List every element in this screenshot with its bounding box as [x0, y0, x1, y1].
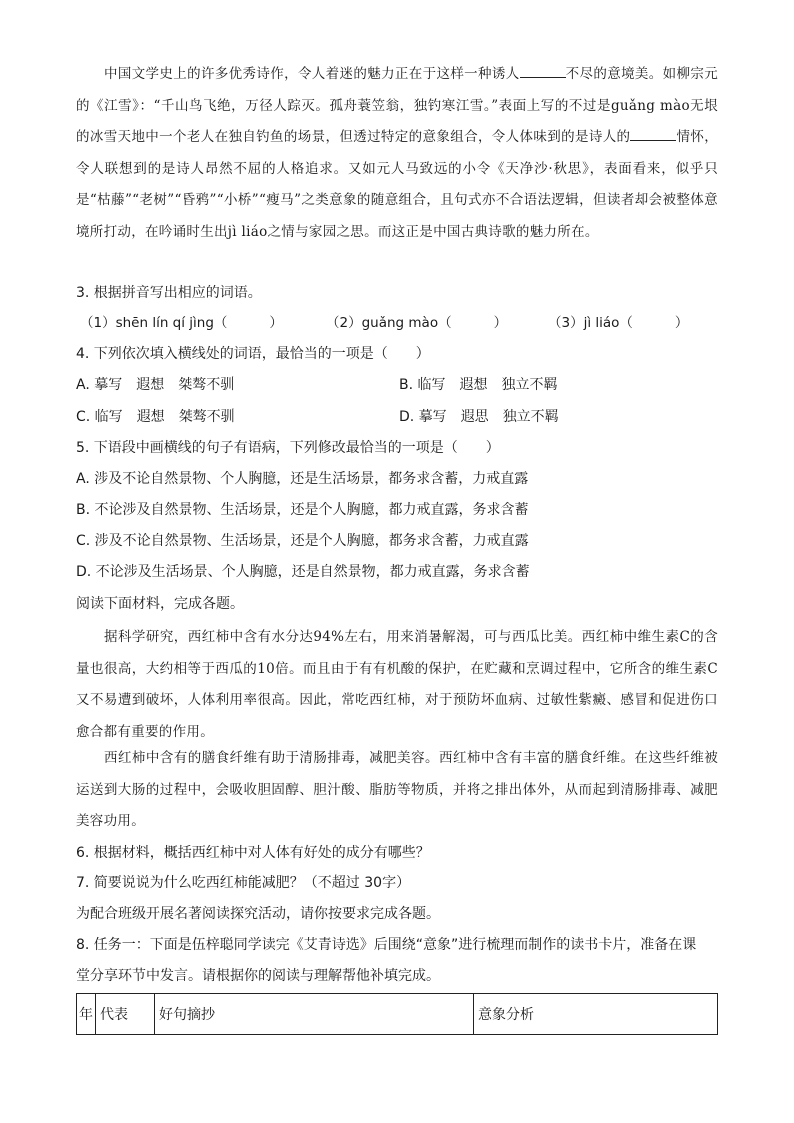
table-header-row: [77, 994, 718, 1035]
option-5d[interactable]: D. 不论涉及生活场景、个人胸臆，还是自然景物，都力戒直露，务求含蓄: [76, 564, 530, 580]
reading-card-table: [76, 993, 718, 1035]
table-header-imagery-analysis: 意象分析: [474, 994, 718, 1035]
option-4a[interactable]: A. 摹写 遐想 桀骜不驯: [76, 377, 235, 393]
question-6: 6. 根据材料，概括西红柿中对人体有好处的成分有哪些？: [76, 845, 430, 861]
question-3: 3. 根据拼音写出相应的词语。: [76, 285, 262, 301]
option-5c[interactable]: C. 涉及不论自然景物、生活场景，还是个人胸臆，都务求含蓄，力戒直露: [76, 533, 529, 549]
passage-text-2: 不尽的意境美。如柳宗元的《江雪》：“千山鸟飞绝，万径人踪灭。孤舟蓑笠翁，独钓寒江雪。”表面上写的不过是guǎng mào无垠的冰雪天地中一个老人在独自钓鱼的场景，但透过特定的意象组合，令人体味到的是诗人的: [76, 66, 718, 145]
blank-1: [520, 63, 566, 78]
activity-intro: 为配合班级开展名著阅读探究活动，请你按要求完成各题。: [76, 906, 440, 922]
question-8-line-1: 8. 任务一：下面是伍梓聪同学读完《艾青诗选》后围绕“意象”进行梳理而制作的读书卡片，准备在课: [76, 937, 697, 953]
table-header-representative: 代表: [96, 994, 155, 1035]
question-8-line-2: 堂分享环节中发言。请根据你的阅读与理解帮他补填完成。: [76, 968, 440, 984]
option-4c[interactable]: C. 临写 遐想 桀骜不驯: [76, 409, 235, 425]
reading-intro: 阅读下面材料，完成各题。: [76, 596, 244, 612]
question-7: 7. 简要说说为什么吃西红柿能减肥？（不超过 30字）: [76, 875, 411, 891]
passage-text-1: 中国文学史上的许多优秀诗作，令人着迷的魅力正在于这样一种诱人: [104, 66, 520, 82]
question-4: 4. 下列依次填入横线处的词语，最恰当的一项是（ ）: [76, 346, 430, 362]
tomato-passage-1: 据科学研究，西红柿中含有水分达94%左右，用来消暑解渴，可与西瓜比美。西红柿中维生素C的含量也很高，大约相等于西瓜的10倍。而且由于有有机酸的保护，在贮藏和烹调过程中，它所含的维生素C又不易遭到破坏，人体利用率很高。因此，常吃西红柿，对于预防坏血病、过敏性紫癜、感冒和促进伤口愈合都有重要的作用。: [76, 629, 718, 740]
option-4b[interactable]: B. 临写 遐想 独立不羁: [399, 377, 558, 393]
poetry-passage: [76, 59, 718, 248]
table-header-quotes: 好句摘抄: [155, 994, 474, 1035]
option-4d[interactable]: D. 摹写 遐思 独立不羁: [399, 409, 559, 425]
option-5a[interactable]: A. 涉及不论自然景物、个人胸臆，还是生活场景，都务求含蓄，力戒直露: [76, 471, 529, 487]
pinyin-item-3: （3）jì liáo（ ）: [548, 315, 689, 331]
option-5b[interactable]: B. 不论涉及自然景物、生活场景，还是个人胸臆，都力戒直露，务求含蓄: [76, 502, 529, 518]
blank-2: [630, 126, 676, 141]
pinyin-item-2: （2）guǎng mào（ ）: [326, 315, 508, 331]
question-5: 5. 下语段中画横线的句子有语病，下列修改最恰当的一项是（ ）: [76, 440, 500, 456]
passage-text-3: 情怀，令人联想到的是诗人昂然不屈的人格追求。又如元人马致远的小令《天净沙·秋思》，表面看来，似乎只是“枯藤”“老树”“昏鸦”“小桥”“瘦马”之类意象的随意组合，且句式亦不合语法逻辑，但读者却会被整体意境所打动，在吟诵时生出jì liáo之情与家园之思。而这正是中国古典诗歌的魅力所在。: [76, 129, 719, 240]
tomato-passage-2: 西红柿中含有的膳食纤维有助于清肠排毒，减肥美容。西红柿中含有丰富的膳食纤维。在这些纤维被运送到大肠的过程中，会吸收胆固醇、胆汁酸、脂肪等物质，并将之排出体外，从而起到清肠排毒、减肥美容功用。: [76, 750, 718, 829]
pinyin-item-1: （1）shēn lín qí jìng（ ）: [80, 315, 283, 331]
table-header-year: 年: [77, 994, 96, 1035]
